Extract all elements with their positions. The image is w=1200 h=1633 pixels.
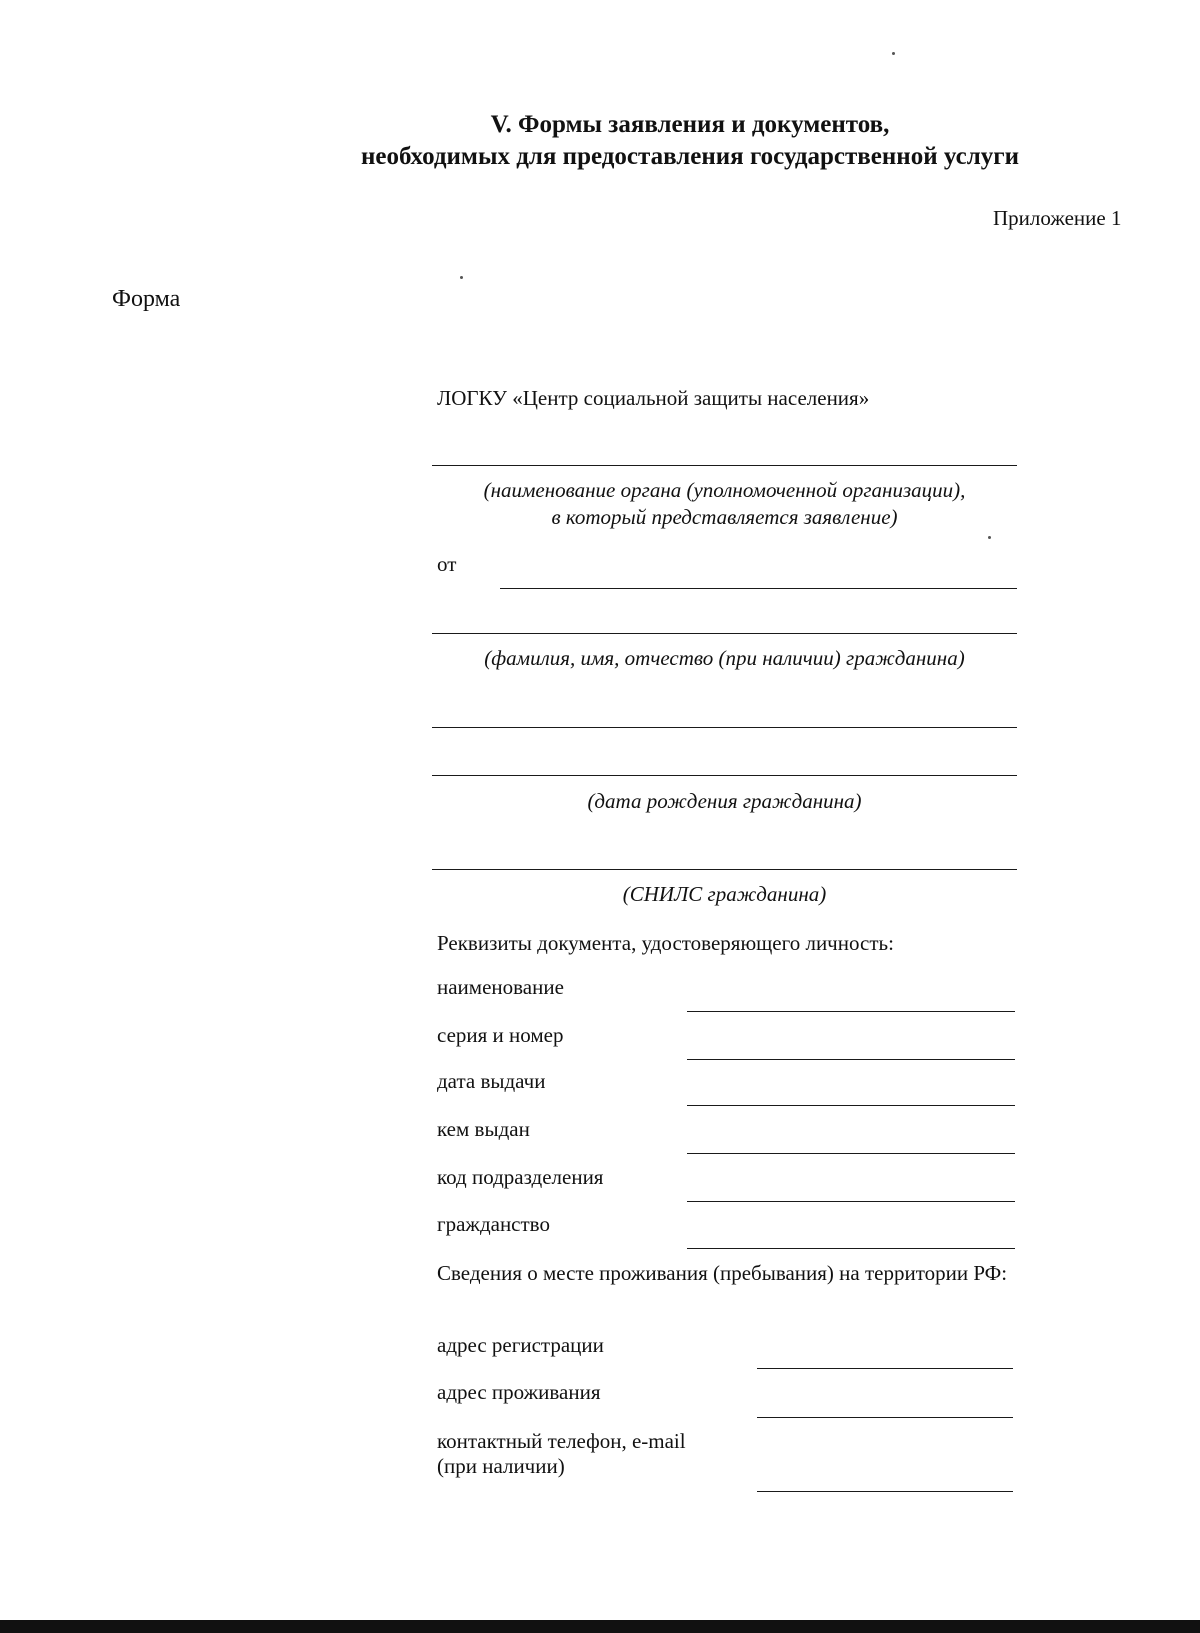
applicant-name-line2[interactable]: [432, 633, 1017, 634]
field-line-residence-address[interactable]: [757, 1417, 1013, 1418]
field-label-issue-date: дата выдачи: [437, 1069, 546, 1093]
section-title-line2: необходимых для предоставления государственной услуги: [361, 143, 1019, 170]
field-label-contact: контактный телефон, e-mail: [437, 1429, 686, 1453]
field-line-division-code[interactable]: [687, 1201, 1015, 1202]
recipient-caption-line1: (наименование органа (уполномоченной организации),: [483, 478, 966, 502]
residence-heading: Сведения о месте проживания (пребывания) на территории РФ:: [437, 1261, 1008, 1285]
snils-line[interactable]: [432, 869, 1017, 870]
snils-caption: (СНИЛС гражданина): [622, 882, 827, 906]
field-label-issued-by: кем выдан: [437, 1117, 530, 1141]
field-label-residence-address: адрес проживания: [437, 1380, 601, 1404]
identity-document-heading: Реквизиты документа, удостоверяющего личность:: [437, 931, 894, 955]
field-line-issue-date[interactable]: [687, 1105, 1015, 1106]
field-line-series-number[interactable]: [687, 1059, 1015, 1060]
recipient-organization: ЛОГКУ «Центр социальной защиты населения»: [437, 386, 870, 410]
form-label: Форма: [112, 286, 181, 312]
from-label: от: [437, 552, 457, 576]
section-title-line1: V. Формы заявления и документов,: [490, 111, 890, 138]
field-label-series-number: серия и номер: [437, 1023, 564, 1047]
birth-date-caption: (дата рождения гражданина): [587, 789, 862, 813]
field-line-issued-by[interactable]: [687, 1153, 1015, 1154]
field-label-name: наименование: [437, 975, 564, 999]
applicant-name-line1[interactable]: [500, 588, 1017, 589]
recipient-organization-line[interactable]: [432, 465, 1017, 466]
field-label-division-code: код подразделения: [437, 1165, 604, 1189]
scan-speck: [988, 536, 991, 539]
field-label-contact-note: (при наличии): [437, 1454, 565, 1478]
field-line-contact[interactable]: [757, 1491, 1013, 1492]
field-line-name[interactable]: [687, 1011, 1015, 1012]
scan-speck: [892, 52, 895, 55]
birth-date-line2[interactable]: [432, 775, 1017, 776]
field-label-citizenship: гражданство: [437, 1212, 550, 1236]
birth-date-line1[interactable]: [432, 727, 1017, 728]
field-line-registration-address[interactable]: [757, 1368, 1013, 1369]
applicant-name-caption: (фамилия, имя, отчество (при наличии) гражданина): [484, 646, 965, 670]
scan-speck: [460, 276, 463, 279]
field-label-registration-address: адрес регистрации: [437, 1333, 604, 1357]
appendix-label: Приложение 1: [993, 206, 1122, 230]
recipient-caption-line2: в который представляется заявление): [551, 505, 898, 529]
field-line-citizenship[interactable]: [687, 1248, 1015, 1249]
scan-edge-bar: [0, 1620, 1200, 1633]
